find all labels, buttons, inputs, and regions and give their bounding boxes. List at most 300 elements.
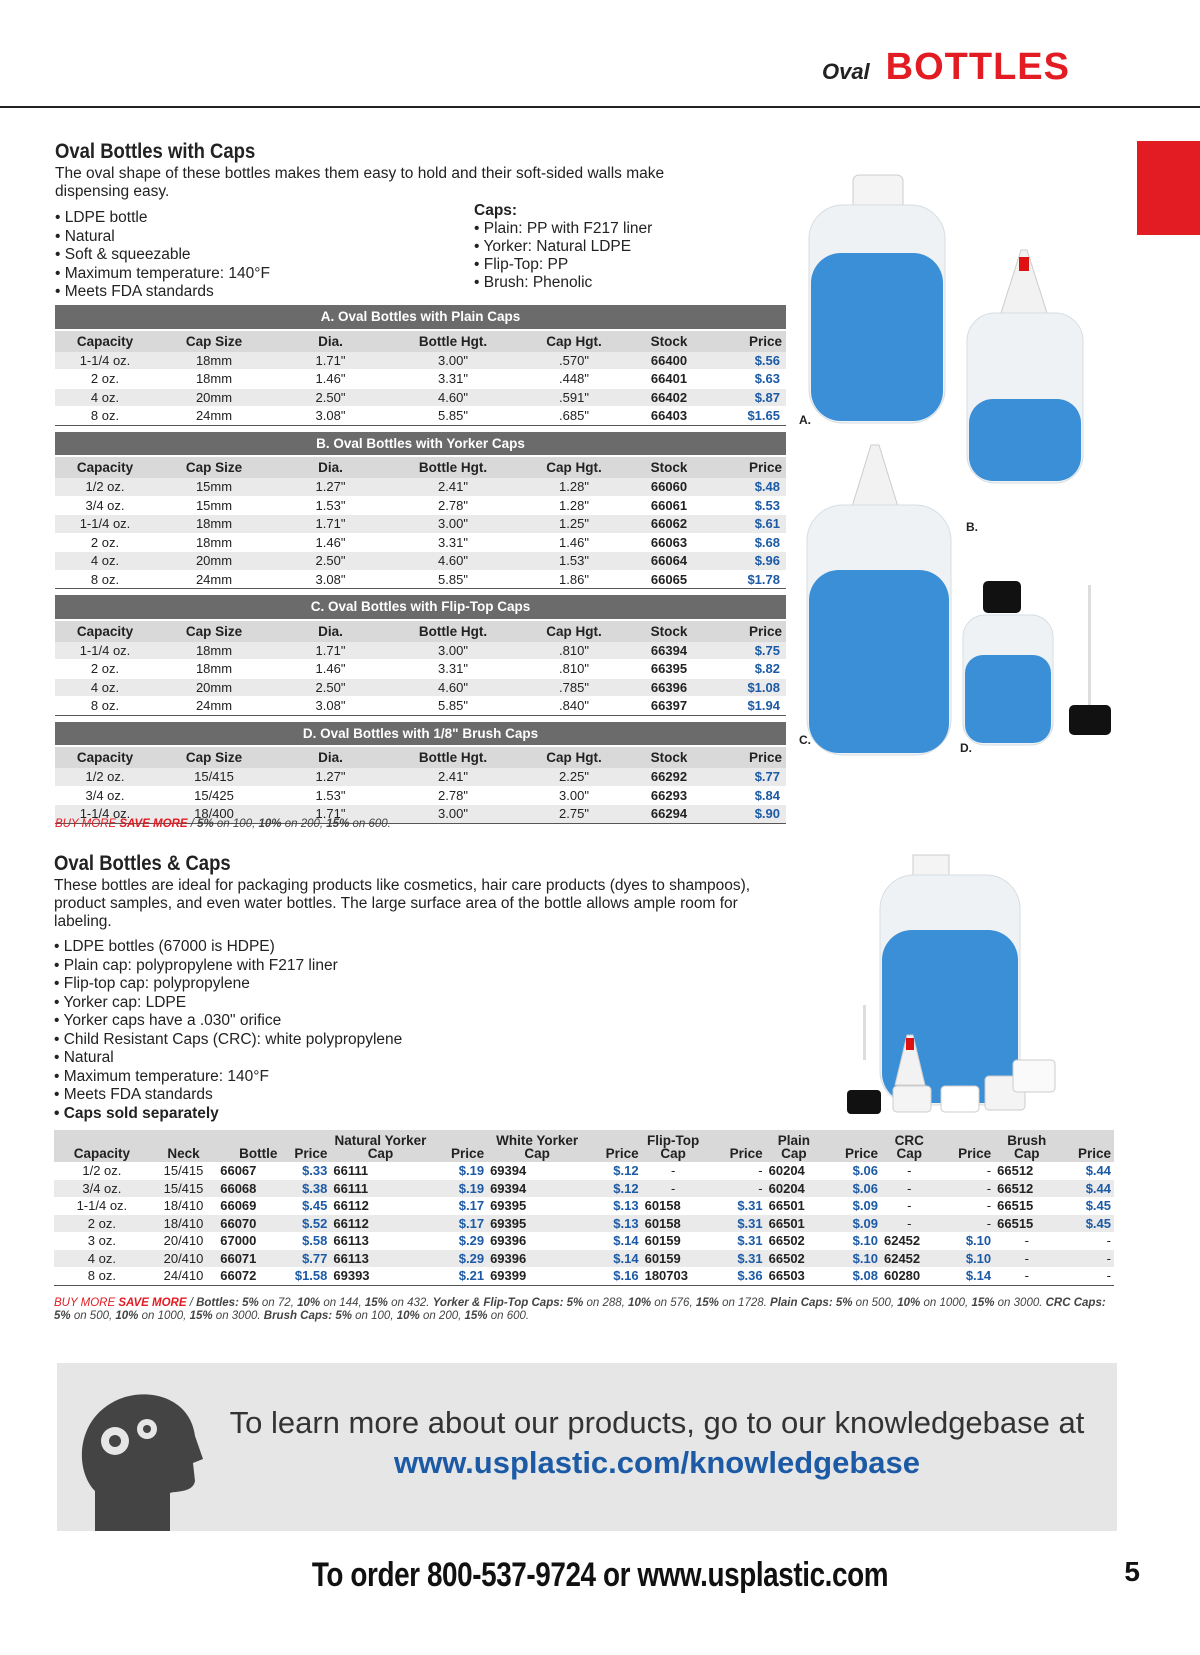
table-cell: $.96 bbox=[708, 552, 786, 571]
bottle-a-image bbox=[809, 175, 945, 423]
table-cell: $.17 bbox=[431, 1215, 488, 1233]
table-cell: - bbox=[994, 1267, 1059, 1285]
table-cell: $.33 bbox=[302, 1163, 328, 1178]
table-cell: 66395 bbox=[630, 660, 708, 679]
col-header: Cap Size bbox=[155, 456, 273, 478]
table-cell: 3.00" bbox=[388, 642, 518, 660]
header-title: BOTTLES bbox=[885, 46, 1070, 88]
spec-table bbox=[55, 305, 786, 426]
table-cell: - bbox=[1024, 1233, 1029, 1248]
table-cell: 18/410 bbox=[150, 1215, 217, 1233]
bullet: • LDPE bottles (67000 is HDPE) bbox=[54, 938, 784, 957]
col-header: Price bbox=[708, 330, 786, 352]
knowledgebase-banner bbox=[57, 1363, 1117, 1531]
product-photos bbox=[795, 165, 1140, 765]
table-cell: 18mm bbox=[155, 642, 273, 660]
bullet-caps-sold-separately: • Caps sold separately bbox=[54, 1105, 784, 1124]
table-cell: 60158 bbox=[644, 1198, 681, 1213]
table-cell: $.13 bbox=[587, 1215, 641, 1233]
bullet: • Maximum temperature: 140°F bbox=[55, 265, 270, 284]
table-cell: $.12 bbox=[613, 1163, 639, 1178]
table-cell: 2.50" bbox=[273, 678, 388, 697]
bullet: • Meets FDA standards bbox=[54, 1086, 784, 1105]
table-cell: 66501 bbox=[766, 1215, 823, 1233]
table-cell: $.29 bbox=[431, 1250, 488, 1268]
col-header: Stock bbox=[630, 746, 708, 768]
col-header: Price bbox=[708, 620, 786, 642]
table-cell: 66113 bbox=[330, 1250, 430, 1268]
col-header: Bottle bbox=[217, 1130, 280, 1162]
table-row bbox=[55, 660, 786, 679]
table-cell: 3.08" bbox=[273, 697, 388, 716]
table-cell: $.87 bbox=[708, 388, 786, 407]
col-header: Dia. bbox=[273, 456, 388, 478]
table-row bbox=[55, 642, 786, 660]
table-caption: C. Oval Bottles with Flip-Top Caps bbox=[55, 595, 786, 620]
table-cell: 1/2 oz. bbox=[82, 1163, 122, 1178]
knowledgebase-text: To learn more about our products, go to our knowledgebase at bbox=[229, 1405, 1085, 1440]
table-cell: $.12 bbox=[587, 1180, 641, 1198]
table-cell: 3.08" bbox=[273, 570, 388, 589]
table-cell: 3/4 oz. bbox=[55, 496, 155, 515]
table-cell: $.31 bbox=[705, 1215, 766, 1233]
table-row bbox=[55, 678, 786, 697]
table-cell: $.44 bbox=[1059, 1180, 1114, 1198]
table-row bbox=[55, 768, 786, 786]
col-header: Price bbox=[705, 1130, 766, 1162]
table-cell: 2 oz. bbox=[55, 370, 155, 389]
table-cell: 60204 bbox=[766, 1180, 823, 1198]
caps-list bbox=[474, 202, 652, 292]
col-header: Dia. bbox=[273, 330, 388, 352]
col-header: Cap Size bbox=[155, 746, 273, 768]
table-cell: $.19 bbox=[458, 1163, 485, 1178]
table-cell: 66512 bbox=[997, 1163, 1034, 1178]
bottle-d-image bbox=[963, 581, 1111, 745]
bullet: • Brush: Phenolic bbox=[474, 274, 652, 292]
col-header: Brush Cap bbox=[994, 1130, 1059, 1162]
table-cell: 66515 bbox=[997, 1198, 1034, 1213]
section-oval-bottles-with-caps bbox=[55, 140, 775, 201]
bullet: • Yorker cap: LDPE bbox=[54, 994, 784, 1013]
table-cell: 18mm bbox=[155, 352, 273, 370]
table-cell: 60159 bbox=[644, 1233, 681, 1248]
col-header: Cap Hgt. bbox=[518, 456, 630, 478]
table-cell: $.08 bbox=[822, 1267, 881, 1285]
table-cell: 8 oz. bbox=[54, 1267, 150, 1285]
table-cell: 66071 bbox=[217, 1250, 280, 1268]
table-cell: 62452 bbox=[883, 1233, 921, 1248]
table-cell: 69393 bbox=[330, 1267, 430, 1285]
table-cell: 66503 bbox=[766, 1267, 823, 1285]
table-cell: $.06 bbox=[852, 1163, 878, 1178]
table-cell: $.09 bbox=[852, 1198, 878, 1213]
table-cell: 62452 bbox=[881, 1250, 938, 1268]
table-cell: 1.46" bbox=[273, 660, 388, 679]
table-cell: $.16 bbox=[587, 1267, 641, 1285]
table-cell: .570" bbox=[518, 352, 630, 370]
spec-table bbox=[55, 595, 786, 716]
table-cell: 66070 bbox=[217, 1215, 280, 1233]
section1-description: The oval shape of these bottles makes them easy to hold and their soft-sided walls make dispensing easy. bbox=[55, 165, 665, 200]
table-cell: 2.41" bbox=[388, 768, 518, 786]
bullet: • Natural bbox=[55, 228, 270, 247]
table-row bbox=[55, 388, 786, 407]
table-cell: $1.58 bbox=[280, 1267, 330, 1285]
section1-bullets bbox=[55, 209, 270, 302]
bullet: • Plain cap: polypropylene with F217 liner bbox=[54, 957, 784, 976]
table-cell: - bbox=[881, 1180, 938, 1198]
table-cell: - bbox=[705, 1180, 766, 1198]
table-cell: 18mm bbox=[155, 533, 273, 552]
table-cell: $.09 bbox=[822, 1215, 881, 1233]
table-cell: .448" bbox=[518, 370, 630, 389]
photo-label-b: B. bbox=[966, 520, 978, 534]
table-cell: 3/4 oz. bbox=[54, 1180, 150, 1198]
col-header: Bottle Hgt. bbox=[388, 330, 518, 352]
table-cell: $.58 bbox=[302, 1233, 328, 1248]
table-cell: 1.27" bbox=[273, 768, 388, 786]
table-cell: $.45 bbox=[1085, 1198, 1111, 1213]
table-cell: $.10 bbox=[938, 1250, 995, 1268]
table-cell: $.10 bbox=[852, 1233, 878, 1248]
table-cell: $.14 bbox=[938, 1267, 995, 1285]
table-row bbox=[55, 570, 786, 589]
table-cell: 66112 bbox=[333, 1198, 369, 1213]
table-caption: A. Oval Bottles with Plain Caps bbox=[55, 305, 786, 330]
table-cell: 66112 bbox=[330, 1215, 430, 1233]
bottles-caps-table bbox=[54, 1130, 1114, 1286]
table-cell: 15/415 bbox=[150, 1180, 217, 1198]
table-cell: 1-1/4 oz. bbox=[76, 1198, 128, 1213]
table-cell: 1.53" bbox=[273, 786, 388, 805]
col-header: Stock bbox=[630, 456, 708, 478]
table-cell: - bbox=[758, 1163, 763, 1178]
bullet: • Plain: PP with F217 liner bbox=[474, 220, 652, 238]
table-cell: 15mm bbox=[155, 496, 273, 515]
header-subtitle: Oval bbox=[821, 59, 870, 84]
table-cell: 2.25" bbox=[518, 768, 630, 786]
col-header: Price bbox=[431, 1130, 488, 1162]
table-row bbox=[55, 352, 786, 370]
table-cell: 1.53" bbox=[518, 552, 630, 571]
table-cell: 24mm bbox=[155, 697, 273, 716]
col-header: Bottle Hgt. bbox=[388, 746, 518, 768]
table-cell: .840" bbox=[518, 697, 630, 716]
table-cell: 69394 bbox=[487, 1180, 587, 1198]
table-cell: - bbox=[986, 1198, 992, 1213]
table-cell: 2.78" bbox=[388, 496, 518, 515]
table-cell: $.10 bbox=[965, 1233, 992, 1248]
table-cell: 4.60" bbox=[388, 552, 518, 571]
table-cell: 8 oz. bbox=[55, 407, 155, 426]
table-cell: 18/410 bbox=[163, 1198, 204, 1213]
table-cell: 3.00" bbox=[388, 805, 518, 824]
table-cell: 4 oz. bbox=[55, 552, 155, 571]
table-row bbox=[54, 1162, 1114, 1180]
table-cell: .785" bbox=[518, 678, 630, 697]
table-cell: 3.31" bbox=[388, 370, 518, 389]
table-cell: 1-1/4 oz. bbox=[55, 352, 155, 370]
table-cell: 3.00" bbox=[388, 515, 518, 534]
table-cell: $.48 bbox=[708, 478, 786, 496]
table-cell: - bbox=[1059, 1250, 1114, 1268]
photo-label-a: A. bbox=[799, 413, 811, 427]
table-cell: 66400 bbox=[630, 352, 708, 370]
table-cell: 5.85" bbox=[388, 407, 518, 426]
table-cell: 3.31" bbox=[388, 660, 518, 679]
table-row bbox=[54, 1232, 1114, 1250]
table-cell: $1.08 bbox=[708, 678, 786, 697]
table-cell: 60280 bbox=[881, 1267, 938, 1285]
col-header: Flip-Top Cap bbox=[642, 1130, 705, 1162]
col-header: Price bbox=[587, 1130, 641, 1162]
table-cell: 66072 bbox=[217, 1267, 280, 1285]
spec-tables bbox=[55, 305, 786, 830]
table-cell: $.56 bbox=[708, 352, 786, 370]
table-cell: 1-1/4 oz. bbox=[55, 642, 155, 660]
buy-more-note-2: BUY MORE SAVE MORE / Bottles: 5% on 72, 10% on 144, 15% on 432. Yorker & Flip-Top Caps: 5% on 288, 10% on 576, 15% on 1728. Plain Caps: 5% on 500, 10% on 1000, 15% on 3000. CRC Caps: 5% on 500, 10% on 1000, 15% on 3000. Brush Caps: 5% on 100, 10% on 200, 15% on 600. bbox=[54, 1297, 1106, 1322]
table-cell: $.84 bbox=[708, 786, 786, 805]
table-cell: 3.00" bbox=[388, 352, 518, 370]
table-cell: $.68 bbox=[708, 533, 786, 552]
table-cell: 69395 bbox=[490, 1198, 527, 1213]
col-header: Dia. bbox=[273, 746, 388, 768]
table-cell: 2.78" bbox=[388, 786, 518, 805]
table-cell: $.45 bbox=[302, 1198, 328, 1213]
col-header: Capacity bbox=[55, 620, 155, 642]
page-number: 5 bbox=[1124, 1556, 1140, 1587]
table-cell: 66111 bbox=[333, 1163, 369, 1178]
bullet: • Child Resistant Caps (CRC): white polypropylene bbox=[54, 1031, 784, 1050]
table-cell: 67000 bbox=[220, 1233, 257, 1248]
table-cell: 66062 bbox=[630, 515, 708, 534]
table-cell: 3.08" bbox=[273, 407, 388, 426]
table-cell: 66113 bbox=[333, 1233, 369, 1248]
table-cell: 8 oz. bbox=[55, 570, 155, 589]
table-cell: 66403 bbox=[630, 407, 708, 426]
table-cell: 180703 bbox=[642, 1267, 705, 1285]
table-row bbox=[55, 496, 786, 515]
bottles-caps-table-wrap bbox=[54, 1130, 1114, 1286]
table-cell: 20/410 bbox=[163, 1233, 204, 1248]
table-cell: 4.60" bbox=[388, 388, 518, 407]
table-header-row bbox=[54, 1130, 1114, 1162]
section-tab bbox=[1137, 141, 1200, 235]
table-cell: $.61 bbox=[708, 515, 786, 534]
section2-bullets bbox=[54, 938, 784, 1123]
table-cell: 66068 bbox=[217, 1180, 280, 1198]
caps-title: Caps: bbox=[474, 202, 518, 219]
table-cell: - bbox=[994, 1250, 1059, 1268]
table-cell: 66515 bbox=[994, 1215, 1059, 1233]
bullet: • Flip-top cap: polypropylene bbox=[54, 975, 784, 994]
table-cell: 1.71" bbox=[273, 352, 388, 370]
order-footer: To order 800-537-9724 or www.usplastic.com bbox=[311, 1556, 889, 1594]
col-header: Stock bbox=[630, 330, 708, 352]
table-cell: 15mm bbox=[155, 478, 273, 496]
table-cell: 1/2 oz. bbox=[55, 768, 155, 786]
table-cell: 66401 bbox=[630, 370, 708, 389]
table-cell: 15/425 bbox=[155, 786, 273, 805]
table-cell: $.38 bbox=[280, 1180, 330, 1198]
table-cell: - bbox=[907, 1163, 912, 1178]
table-cell: .810" bbox=[518, 660, 630, 679]
table-cell: 2.50" bbox=[273, 388, 388, 407]
table-cell: .591" bbox=[518, 388, 630, 407]
col-header: Cap Size bbox=[155, 620, 273, 642]
table-cell: $.63 bbox=[708, 370, 786, 389]
table-cell: 66402 bbox=[630, 388, 708, 407]
table-cell: 66394 bbox=[630, 642, 708, 660]
table-cell: 2.75" bbox=[518, 805, 630, 824]
table-cell: 66397 bbox=[630, 697, 708, 716]
table-cell: 2 oz. bbox=[54, 1215, 150, 1233]
table-cell: $.17 bbox=[458, 1198, 485, 1213]
table-cell: .810" bbox=[518, 642, 630, 660]
section2-description: These bottles are ideal for packaging products like cosmetics, hair care products (dyes to shampoos), product samples, and even water bottles. The large surface area of the bottle allows ample room for labeling. bbox=[54, 877, 751, 930]
table-cell: 3.31" bbox=[388, 533, 518, 552]
table-cell: 66061 bbox=[630, 496, 708, 515]
bullet: • Meets FDA standards bbox=[55, 283, 270, 302]
col-header: Cap Hgt. bbox=[518, 620, 630, 642]
bottle-b-image bbox=[967, 250, 1083, 483]
table-cell: - bbox=[938, 1215, 995, 1233]
table-cell: $1.65 bbox=[708, 407, 786, 426]
table-cell: 69396 bbox=[487, 1250, 587, 1268]
section1-title: Oval Bottles with Caps bbox=[55, 140, 256, 163]
spec-table bbox=[55, 722, 786, 824]
table-cell: 20mm bbox=[155, 552, 273, 571]
table-cell: 66293 bbox=[630, 786, 708, 805]
table-cell: - bbox=[1059, 1267, 1114, 1285]
col-header: Natural Yorker Cap bbox=[330, 1130, 430, 1162]
bullet: • Natural bbox=[54, 1049, 784, 1068]
table-cell: 66064 bbox=[630, 552, 708, 571]
table-cell: - bbox=[1106, 1233, 1111, 1248]
table-cell: 1.71" bbox=[273, 642, 388, 660]
table-cell: - bbox=[881, 1215, 938, 1233]
table-cell: 3 oz. bbox=[87, 1233, 116, 1248]
table-cell: $.10 bbox=[822, 1250, 881, 1268]
table-cell: 20/410 bbox=[150, 1250, 217, 1268]
col-header: Price bbox=[938, 1130, 995, 1162]
table-cell: $.90 bbox=[708, 805, 786, 824]
table-cell: $.77 bbox=[708, 768, 786, 786]
col-header: Price bbox=[280, 1130, 330, 1162]
table-cell: 1.46" bbox=[518, 533, 630, 552]
table-cell: 24mm bbox=[155, 570, 273, 589]
table-cell: 1/2 oz. bbox=[55, 478, 155, 496]
table-cell: 4 oz. bbox=[54, 1250, 150, 1268]
table-cell: - bbox=[670, 1163, 676, 1178]
table-cell: $.52 bbox=[280, 1215, 330, 1233]
photo-label-c: C. bbox=[799, 733, 811, 747]
table-cell: - bbox=[907, 1198, 912, 1213]
knowledgebase-link[interactable]: www.usplastic.com/knowledgebase bbox=[393, 1445, 920, 1480]
table-cell: 4.60" bbox=[388, 678, 518, 697]
bullet: • Yorker caps have a .030" orifice bbox=[54, 1012, 784, 1031]
table-cell: 66111 bbox=[330, 1180, 430, 1198]
table-cell: 18mm bbox=[155, 515, 273, 534]
col-header: Cap Size bbox=[155, 330, 273, 352]
table-cell: $.36 bbox=[705, 1267, 766, 1285]
table-cell: 60158 bbox=[642, 1215, 705, 1233]
table-row bbox=[55, 697, 786, 716]
col-header: Bottle Hgt. bbox=[388, 620, 518, 642]
col-header: Dia. bbox=[273, 620, 388, 642]
table-cell: $.75 bbox=[708, 642, 786, 660]
table-cell: - bbox=[642, 1180, 705, 1198]
table-cell: 1.71" bbox=[273, 515, 388, 534]
table-cell: $.44 bbox=[1085, 1163, 1111, 1178]
photo-label-d: D. bbox=[960, 741, 972, 755]
col-header: Capacity bbox=[55, 456, 155, 478]
page-header bbox=[822, 46, 1070, 89]
section-oval-bottles-and-caps bbox=[54, 852, 784, 1123]
table-row bbox=[55, 407, 786, 426]
bottles-and-caps-photo bbox=[845, 850, 1075, 1120]
col-header: White Yorker Cap bbox=[487, 1130, 587, 1162]
table-cell: 60204 bbox=[768, 1163, 805, 1178]
table-row bbox=[55, 786, 786, 805]
col-header: Bottle Hgt. bbox=[388, 456, 518, 478]
table-cell: 2.50" bbox=[273, 552, 388, 571]
table-cell: 69395 bbox=[487, 1215, 587, 1233]
table-cell: $.19 bbox=[431, 1180, 488, 1198]
table-cell: 66065 bbox=[630, 570, 708, 589]
table-cell: 1.46" bbox=[273, 370, 388, 389]
table-row bbox=[55, 533, 786, 552]
table-cell: 66063 bbox=[630, 533, 708, 552]
table-row bbox=[55, 552, 786, 571]
spec-table bbox=[55, 432, 786, 590]
table-cell: 1.46" bbox=[273, 533, 388, 552]
table-cell: 1.28" bbox=[518, 478, 630, 496]
table-cell: 2.41" bbox=[388, 478, 518, 496]
table-cell: 1.28" bbox=[518, 496, 630, 515]
col-header: Stock bbox=[630, 620, 708, 642]
table-cell: $.53 bbox=[708, 496, 786, 515]
table-cell: 69399 bbox=[487, 1267, 587, 1285]
table-cell: 60159 bbox=[642, 1250, 705, 1268]
table-row bbox=[54, 1267, 1114, 1285]
table-cell: $1.78 bbox=[708, 570, 786, 589]
table-cell: 20mm bbox=[155, 388, 273, 407]
table-cell: 18mm bbox=[155, 660, 273, 679]
col-header: Neck bbox=[150, 1130, 217, 1162]
table-cell: $.14 bbox=[613, 1233, 639, 1248]
col-header: Cap Hgt. bbox=[518, 330, 630, 352]
table-cell: $.31 bbox=[737, 1198, 763, 1213]
table-cell: .685" bbox=[518, 407, 630, 426]
table-cell: - bbox=[986, 1163, 992, 1178]
col-header: CRC Cap bbox=[881, 1130, 938, 1162]
table-cell: $.31 bbox=[705, 1250, 766, 1268]
table-cell: 8 oz. bbox=[55, 697, 155, 716]
table-cell: 4 oz. bbox=[55, 678, 155, 697]
table-cell: 66292 bbox=[630, 768, 708, 786]
table-cell: 1.27" bbox=[273, 478, 388, 496]
table-cell: $.45 bbox=[1059, 1215, 1114, 1233]
table-cell: 5.85" bbox=[388, 570, 518, 589]
table-cell: 1.53" bbox=[273, 496, 388, 515]
head-gears-icon bbox=[75, 1381, 205, 1531]
col-header: Capacity bbox=[55, 746, 155, 768]
table-cell: 66502 bbox=[766, 1250, 823, 1268]
table-cell: 66069 bbox=[220, 1198, 257, 1213]
col-header: Price bbox=[708, 456, 786, 478]
